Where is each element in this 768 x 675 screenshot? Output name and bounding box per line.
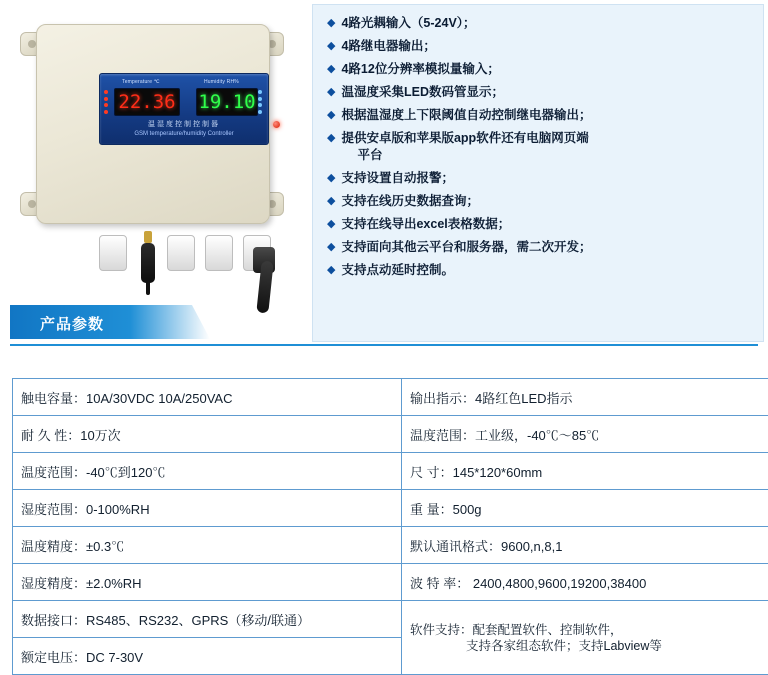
status-indicator-right [258,90,265,114]
table-row [13,527,768,564]
feature-item [327,61,753,78]
panel-caption-en: GSM temperature/humidity Controller [134,131,233,137]
feature-item [327,130,753,164]
feature-item [327,216,753,233]
table-row [13,379,768,416]
banner-divider [10,344,758,346]
cable-gland-1 [99,235,127,271]
feature-text: 支持在线历史数据查询； [341,193,479,210]
humidity-unit-label: Humidity RH% [204,79,239,85]
spec-cell-right: 尺 寸：145*120*60mm [402,453,768,490]
table-row [13,416,768,453]
spec-cell-right: 输出指示：4路红色LED指示 [402,379,768,416]
temperature-probe [141,231,155,295]
diamond-bullet-icon: ◆ [327,262,335,279]
software-support-line2: 支持各家组态软件；支持Labview等 [410,638,768,654]
display-panel [99,73,269,145]
diamond-bullet-icon: ◆ [327,170,335,187]
panel-caption-cn: 温湿度控制控制器 [148,121,220,128]
feature-item [327,262,753,279]
spec-cell-left: 湿度范围：0-100%RH [13,490,402,527]
spec-cell-left: 额定电压：DC 7-30V [13,638,402,675]
table-row [13,564,768,601]
humidity-readout: 19.10 [196,88,258,116]
section-banner [10,305,210,339]
feature-text-line1: 提供安卓版和苹果版app软件还有电脑网页端 [341,131,588,145]
temperature-readout: 22.36 [114,88,180,116]
feature-item [327,107,753,124]
software-support-line1: 软件支持：配套配置软件、控制软件， [410,623,623,637]
diamond-bullet-icon: ◆ [327,239,335,256]
spec-cell-left: 温度精度：±0.3℃ [13,527,402,564]
feature-text: 根据温湿度上下限阈值自动控制继电器输出； [341,107,591,124]
temperature-unit-label: Temperature ℃ [122,79,160,85]
section-title: 产品参数 [40,313,104,334]
feature-item [327,193,753,210]
feature-text [341,130,588,164]
table-row [13,453,768,490]
feature-text: 支持点动延时控制。 [341,262,454,279]
controller-enclosure [36,24,270,224]
spec-cell-left: 湿度精度：±2.0%RH [13,564,402,601]
table-row [13,601,768,638]
feature-item [327,84,753,101]
spec-cell-right: 默认通讯格式：9600,n,8,1 [402,527,768,564]
cable-gland-2 [167,235,195,271]
feature-text: 温湿度采集LED数码管显示； [341,84,504,101]
diamond-bullet-icon: ◆ [327,130,335,147]
spec-cell-right: 温度范围：工业级，-40℃～85℃ [402,416,768,453]
feature-text: 支持设置自动报警； [341,170,454,187]
feature-list [312,4,764,342]
mounting-hole [28,200,36,208]
spec-cell-left: 数据接口：RS485、RS232、GPRS（移动/联通） [13,601,402,638]
feature-item [327,170,753,187]
feature-text: 4路继电器输出； [341,38,435,55]
diamond-bullet-icon: ◆ [327,107,335,124]
spec-cell-left: 温度范围：-40℃到120℃ [13,453,402,490]
feature-text: 4路12位分辨率模拟量输入； [341,61,499,78]
diamond-bullet-icon: ◆ [327,216,335,233]
power-led-icon [273,121,280,128]
diamond-bullet-icon: ◆ [327,38,335,55]
diamond-bullet-icon: ◆ [327,15,335,32]
spec-cell-right: 波 特 率： 2400,4800,9600,19200,38400 [402,564,768,601]
table-row [13,490,768,527]
specification-table [12,378,768,675]
spec-cell-right: 重 量：500g [402,490,768,527]
feature-item [327,15,753,32]
feature-item [327,38,753,55]
diamond-bullet-icon: ◆ [327,193,335,210]
feature-text: 支持面向其他云平台和服务器，需二次开发； [341,239,591,256]
spec-cell-software-support [402,601,768,675]
feature-text: 4路光耦输入（5-24V）； [341,15,475,32]
mounting-hole [28,40,36,48]
panel-caption [100,120,268,139]
cable-gland-3 [205,235,233,271]
feature-text-line2: 平台 [341,147,588,164]
product-photo [8,6,308,306]
feature-text: 支持在线导出excel表格数据； [341,216,510,233]
spec-cell-left: 耐 久 性：10万次 [13,416,402,453]
spec-cell-left: 触电容量：10A/30VDC 10A/250VAC [13,379,402,416]
diamond-bullet-icon: ◆ [327,84,335,101]
diamond-bullet-icon: ◆ [327,61,335,78]
feature-item [327,239,753,256]
status-indicator-left [104,90,111,114]
